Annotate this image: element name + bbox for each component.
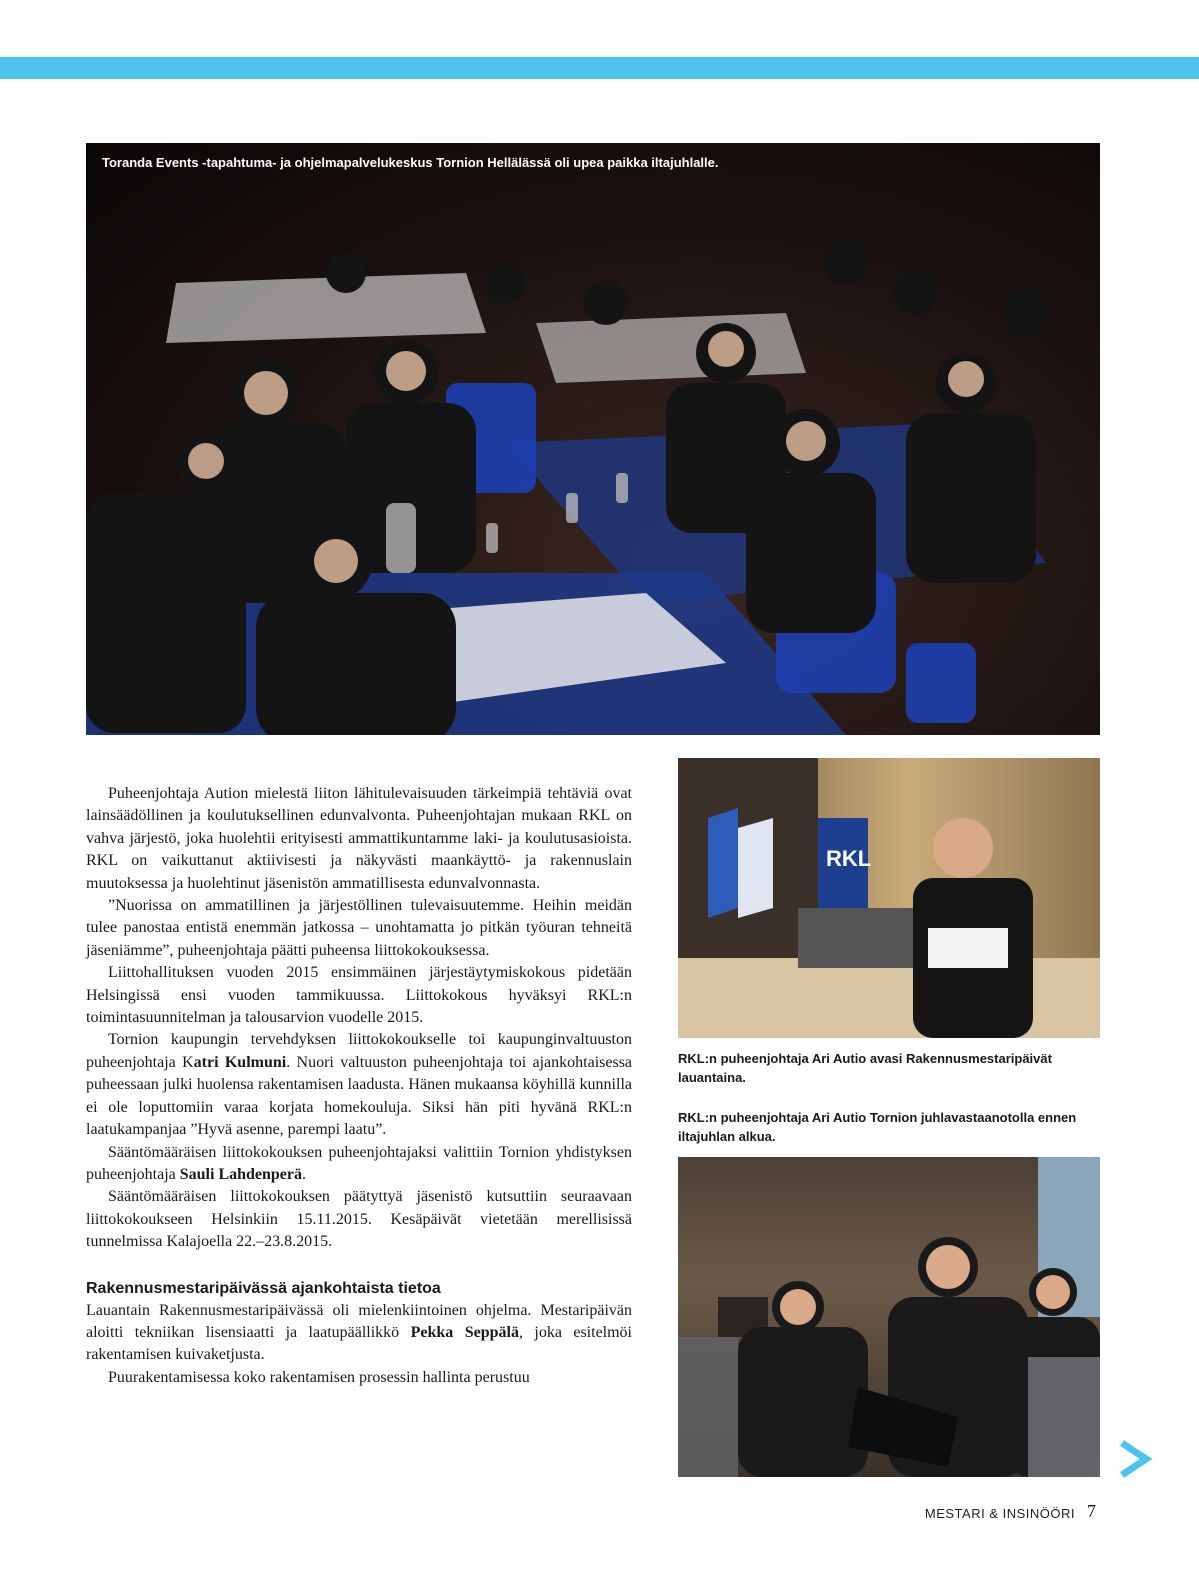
side-photo-reception <box>678 1157 1100 1477</box>
paragraph: Puheenjohtaja Aution mielestä liiton lähitulevaisuuden tärkeimpiä tehtäviä ovat lainsäädöllinen ja koulutuksellinen edunvalvonta. Puheenjohtajan mukaan RKL on vahva järjestö, joka huolehtii erityisesti ammattikuntamme laki- ja koulutusasioista. RKL on vaikuttanut aktiivisesti ja näkyvästi maankäyttö- ja rakennuslain muutoksessa ja huolehtinut jäsenistön ammatillisesta edunvalvonnasta. <box>86 785 632 892</box>
side-photo-caption-2: RKL:n puheenjohtaja Ari Autio Tornion juhlavastaanotolla ennen iltajuhlan alkua. <box>678 1110 1077 1144</box>
page-number: 7 <box>1087 1501 1096 1521</box>
banquet-illustration <box>86 143 1100 735</box>
paragraph <box>86 1142 632 1187</box>
magazine-name: MESTARI & INSINÖÖRI <box>924 1506 1075 1521</box>
reception-illustration <box>678 1157 1100 1477</box>
side-photo-caption-1: RKL:n puheenjohtaja Ari Autio avasi Rakennusmestaripäivät lauantaina. <box>678 1051 1052 1085</box>
text-run: . Nuori valtuuston puheenjohtaja toi ajankohtaisessa puheessaan julki huolensa rakentamisen laadusta. Hänen mukaansa köyhillä kunnilla ei ole loputtomiin varaa korjata homekouluja. Siksi hän piti hyvänä RKL:n laatukampanjaa ”Hyvä asenne, parempi laatu”. <box>86 1053 633 1139</box>
article-body <box>86 783 632 1389</box>
text-run: , joka esitelmöi rakentamisen kuivaketjusta. <box>86 1323 633 1364</box>
main-photo-caption: Toranda Events -tapahtuma- ja ohjelmapalvelukeskus Tornion Hellälässä oli upea paikka iltajuhlalle. <box>102 155 719 170</box>
text-run: Tornion kaupungin tervehdyksen liittokokoukselle toi kaupunginvaltuuston puheenjohtaja K <box>86 1031 632 1071</box>
speaker-illustration <box>678 758 1100 1038</box>
section-heading: Rakennusmestaripäivässä ajankohtaista tietoa <box>86 1279 441 1297</box>
paragraph <box>86 1300 632 1367</box>
main-photo-banquet <box>86 143 1100 735</box>
side-photo-speaker <box>678 758 1100 1038</box>
text-run: Lauantain Rakennusmestaripäivässä oli mielenkiintoinen ohjelma. Mestaripäivän aloitti tekniikan lisensiaatti ja laatupäällikkö <box>86 1301 632 1341</box>
paragraph <box>86 1029 632 1141</box>
person-name: atri Kulmuni <box>193 1053 287 1071</box>
text-run: Sääntömääräisen liittokokouksen puheenjohtajaksi valittiin Tornion yhdistyksen puheenjohtaja <box>86 1143 632 1183</box>
text-run: . <box>302 1165 307 1183</box>
paragraph: Liittohallituksen vuoden 2015 ensimmäinen järjestäytymiskokous pidetään Helsingissä ensi vuoden tammikuussa. Liittokokous hyväksyi RKL:n toimintasuunnitelman ja talousarvion vuodelle 2015. <box>86 964 632 1027</box>
person-name: Pekka Seppälä <box>410 1323 519 1341</box>
paragraph: Puurakentamisessa koko rakentamisen prosessin hallinta perustuu <box>108 1368 530 1386</box>
paragraph: Sääntömääräisen liittokokouksen päätyttyä jäsenistö kutsuttiin seuraavaan liittokokoukseen Helsinkiin 15.11.2015. Kesäpäivät vietetään merellisissä tunnelmissa Kalajoella 22.–23.8.2015. <box>86 1188 632 1251</box>
person-name: Sauli Lahdenperä <box>179 1165 303 1183</box>
next-page-arrow-icon <box>1116 1437 1152 1481</box>
rkl-banner-text: RKL <box>826 846 872 871</box>
top-color-band <box>0 57 1199 79</box>
paragraph: ”Nuorissa on ammatillinen ja järjestöllinen tulevaisuutemme. Heihin meidän tulee panostaa entistä enemmän jatkossa – unohtamatta jo pitkän työuran tehneitä jäseniämme”, puheenjohtaja päätti puheensa liittokokouksessa. <box>86 897 632 959</box>
